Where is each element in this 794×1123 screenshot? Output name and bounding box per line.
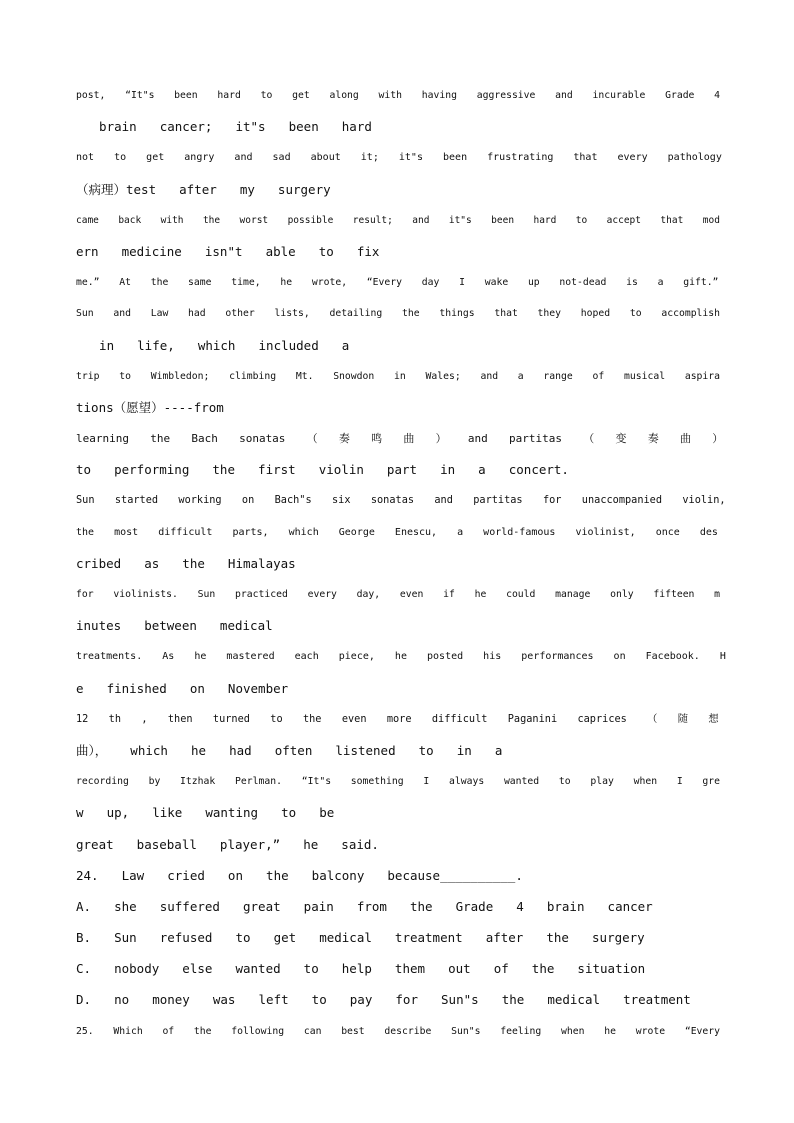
passage-line: w up, like wanting to be	[76, 805, 335, 821]
passage-line: 曲）， which he had often listened to in a	[76, 742, 503, 758]
passage-line: Sun and Law had other lists, detailing the things that they hoped to accomplish	[76, 308, 721, 320]
question-24-option-d[interactable]: D. no money was left to pay for Sun"s the medical treatment	[76, 992, 691, 1008]
question-24-stem: 24. Law cried on the balcony because__________.	[76, 867, 523, 883]
passage-line: came back with the worst possible result; and it"s been hard to accept that mod	[76, 214, 720, 226]
question-24-option-a[interactable]: A. she suffered great pain from the Grade 4 brain cancer	[76, 898, 653, 914]
passage-line: Sun started working on Bach"s six sonatas and partitas for unaccompanied violin,	[76, 494, 726, 507]
passage-line: tions（愿望）----from	[76, 399, 224, 415]
passage-line: （病理）test after my surgery	[76, 181, 331, 197]
passage-line: for violinists. Sun practiced every day, even if he could manage only fifteen m	[76, 589, 721, 600]
question-25-stem: 25. Which of the following can best describe Sun"s feeling when he wrote “Every	[76, 1025, 721, 1037]
passage-line: recording by Itzhak Perlman. “It"s something I always wanted to play when I gre	[76, 776, 721, 788]
passage-line: post, “It"s been hard to get along with having aggressive and incurable Grade 4	[76, 90, 721, 101]
question-24-option-c[interactable]: C. nobody else wanted to help them out of the situation	[76, 961, 646, 977]
passage-line: learning the Bach sonatas （ 奏 鸣 曲 ） and partitas （ 变 奏 曲 ）	[76, 432, 724, 446]
passage-line: trip to Wimbledon; climbing Mt. Snowdon in Wales; and a range of musical aspira	[76, 370, 721, 382]
passage-text	[76, 80, 726, 1047]
passage-line: to performing the first violin part in a concert.	[76, 462, 569, 478]
passage-line: inutes between medical	[76, 618, 273, 634]
passage-line: brain cancer; it"s been hard	[76, 119, 372, 135]
passage-line: in life, which included a	[76, 337, 350, 353]
question-24-option-b[interactable]: B. Sun refused to get medical treatment after the surgery	[76, 930, 645, 946]
passage-line: me.” At the same time, he wrote, “Every day I wake up not-dead is a gift.”	[76, 277, 719, 289]
passage-line: e finished on November	[76, 680, 289, 696]
passage-line: cribed as the Himalayas	[76, 555, 296, 571]
passage-line: great baseball player,” he said.	[76, 836, 379, 852]
passage-line: not to get angry and sad about it; it"s been frustrating that every pathology	[76, 152, 722, 164]
passage-line: treatments. As he mastered each piece, he posted his performances on Facebook. H	[76, 651, 726, 663]
passage-line: the most difficult parts, which George Enescu, a world-famous violinist, once des	[76, 526, 718, 538]
passage-line: 12 th , then turned to the even more difficult Paganini caprices （ 随 想	[76, 712, 719, 725]
passage-line: ern medicine isn"t able to fix	[76, 243, 380, 259]
